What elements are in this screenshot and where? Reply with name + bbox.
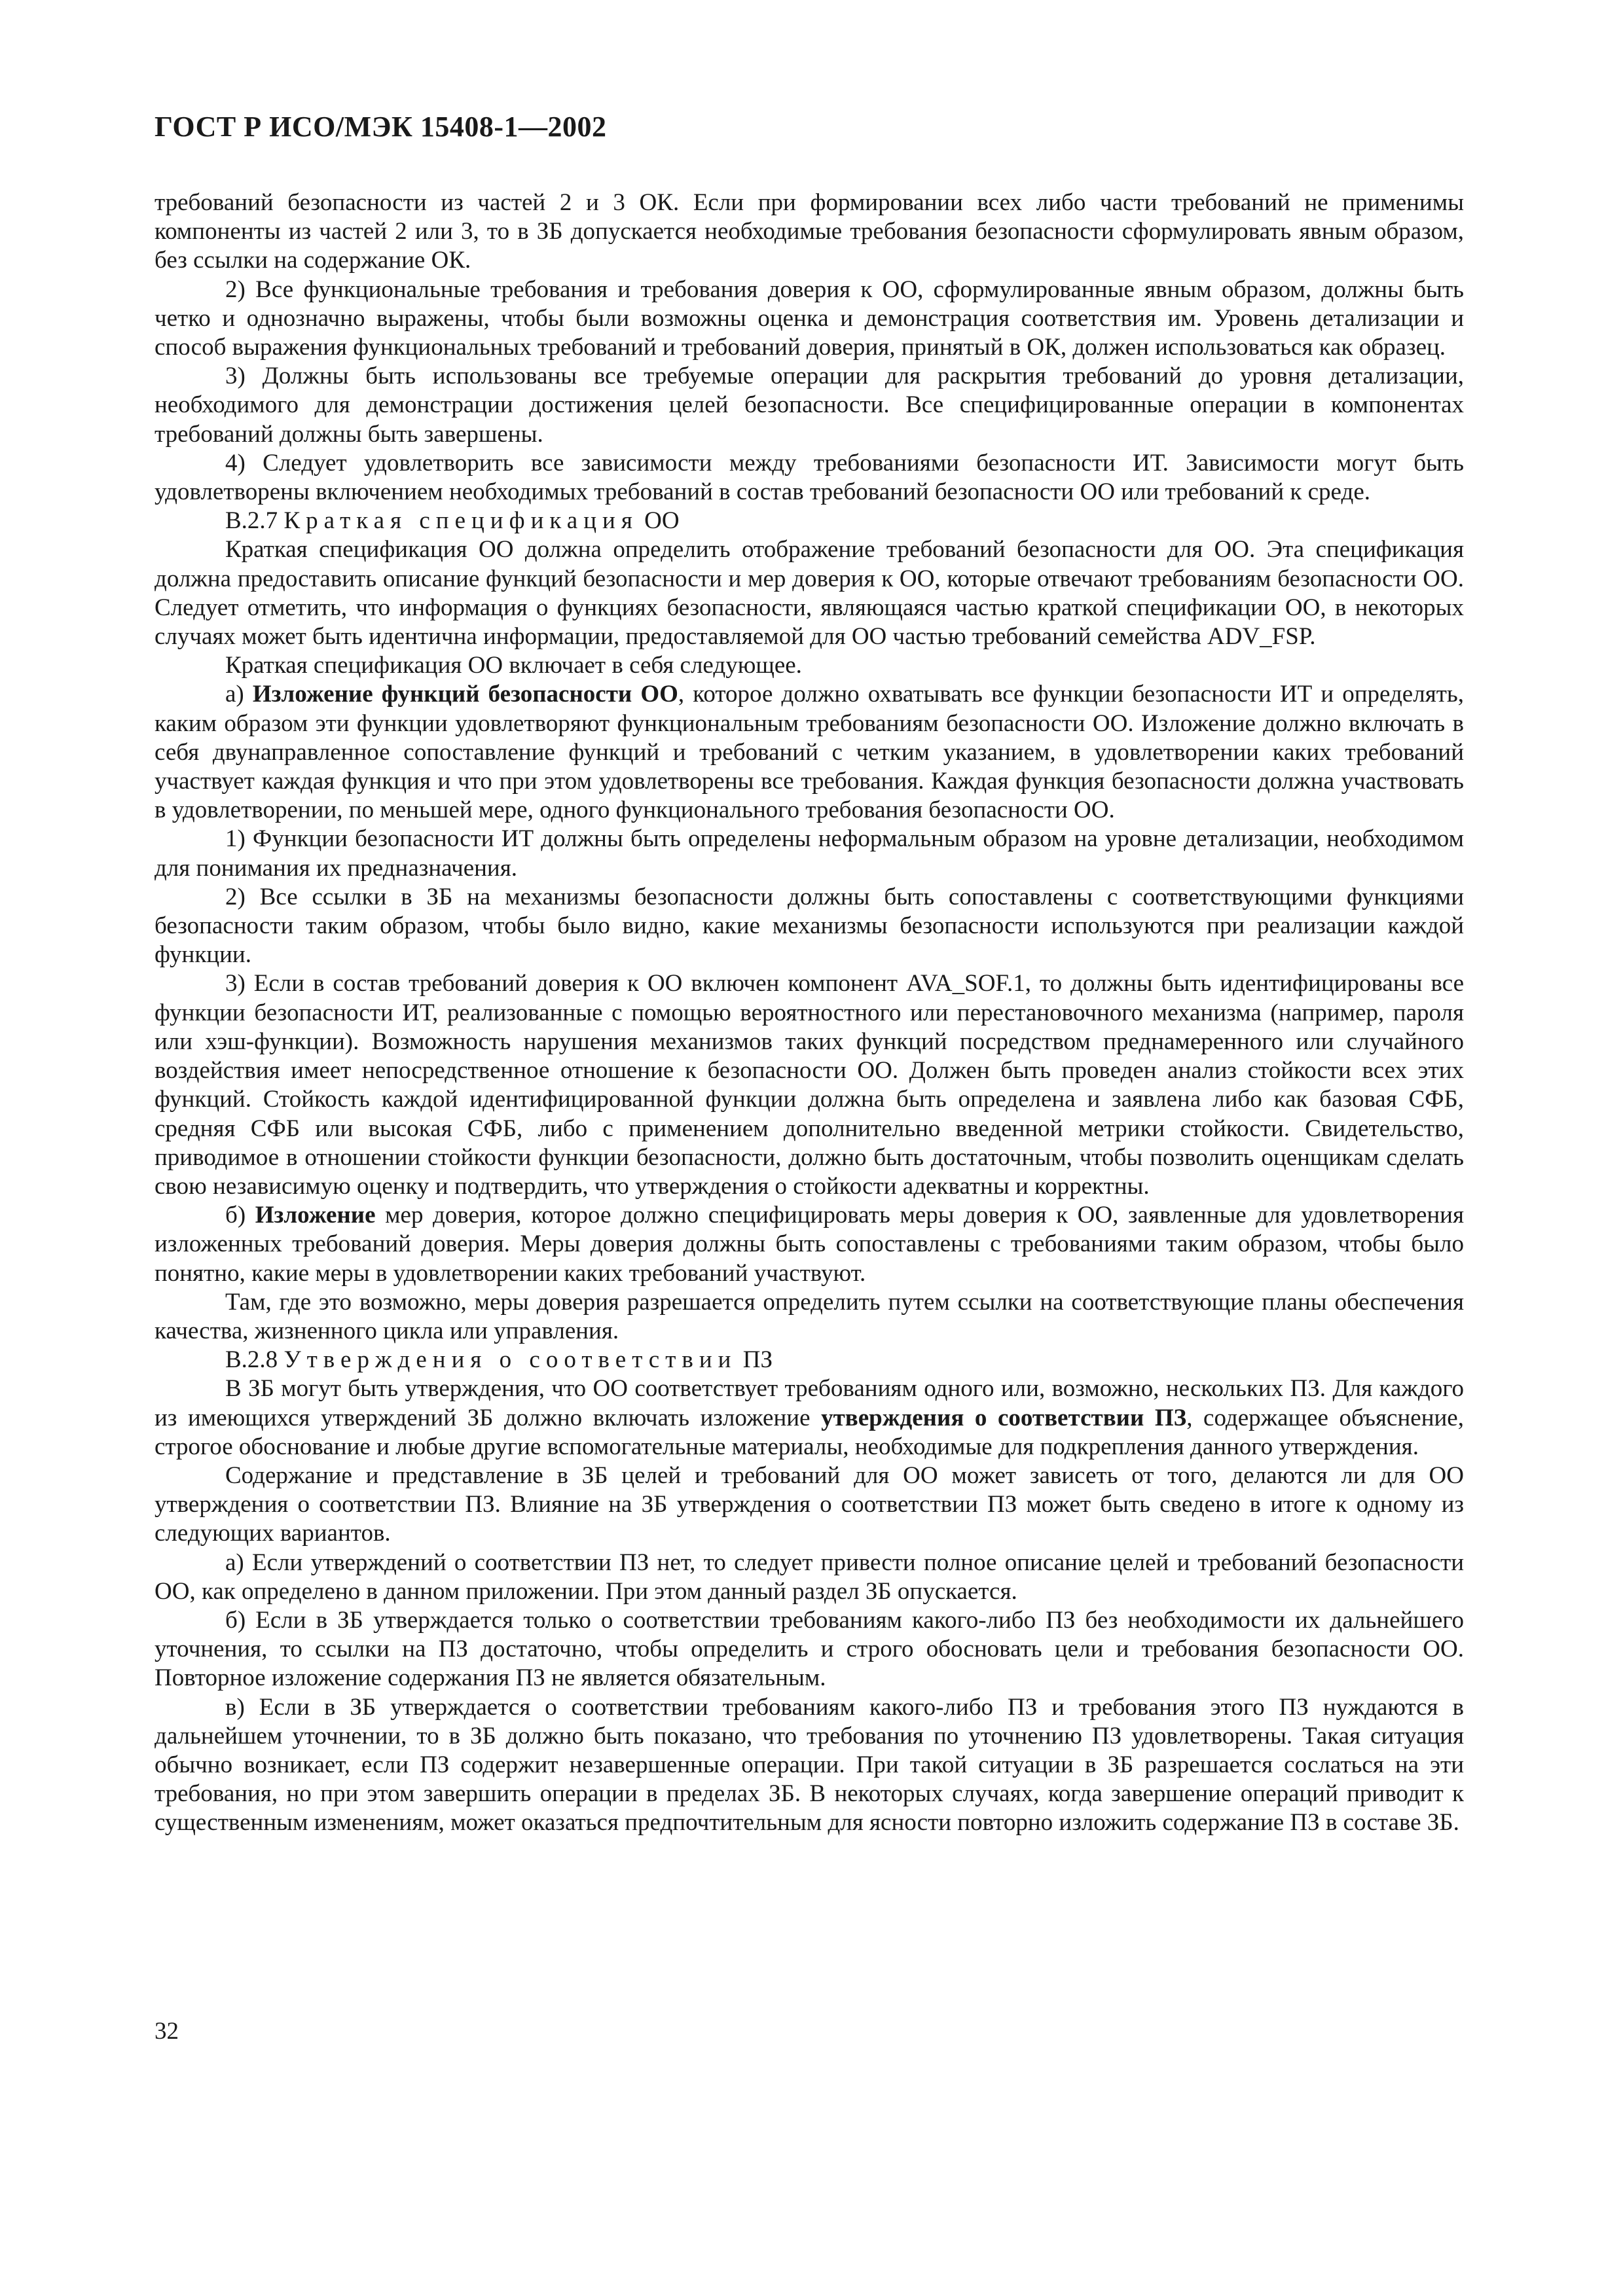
paragraph: 2) Все ссылки в ЗБ на механизмы безопасности должны быть сопоставлены с соответствующими функциями безопасности таким образом, чтобы было видно, какие механизмы безопасности используются при реализации каждой функции. [155, 883, 1464, 969]
paragraph-text: , которое должно охватывать все функции безопасности ИТ и определять, каким образом эти функции удовлетворяют функциональным требованиям безопасности ОО. Изложение должно включать в себя двунаправленное сопоставление функций и требований с четким указанием, в удовлетворении каких требований участвует каждая функция и что при этом удовлетворены все требования. Каждая функция безопасности должна участвовать в удовлетворении, по меньшей мере, одного функционального требования безопасности ОО. [155, 681, 1465, 824]
bold-term: Изложение [255, 1202, 376, 1229]
paragraph: а) Если утверждений о соответствии ПЗ нет, то следует привести полное описание целей и требований безопасности ОО, как определено в данном приложении. При этом данный раздел ЗБ опускается. [155, 1549, 1464, 1605]
paragraph: Содержание и представление в ЗБ целей и требований для ОО может зависеть от того, делаются ли для ОО утверждения о соответствии ПЗ. Влияние на ЗБ утверждения о соответствии ПЗ может быть сведено в итоге к одному из следующих вариантов. [155, 1462, 1464, 1547]
section-heading-b28 [155, 1346, 1464, 1374]
paragraph: б) Если в ЗБ утверждается только о соответствии требованиям какого-либо ПЗ без необходимости их дальнейшего уточнения, то ссылки на ПЗ достаточно, чтобы определить и строго обосновать цели и требования безопасности ОО. Повторное изложение содержания ПЗ не является обязательным. [155, 1606, 1464, 1692]
paragraph: 4) Следует удовлетворить все зависимости между требованиями безопасности ИТ. Зависимости могут быть удовлетворены включением необходимых требований в состав требований безопасности ОО или требований к среде. [155, 449, 1464, 506]
section-title: Утверждения о соответствии [283, 1346, 737, 1374]
paragraph-text: В ЗБ могут быть утверждения, что ОО соответствует требованиям одного или, возможно, нескольких ПЗ. Для каждого из имеющихся утверждений ЗБ должно включать изложение [155, 1375, 1464, 1431]
paragraph: Краткая спецификация ОО должна определить отображение требований безопасности для ОО. Эта спецификация должна предоставить описание функций безопасности и мер доверия к ОО, которые отвечают требованиям безопасности ОО. Следует отметить, что информация о функциях безопасности, являющаяся частью краткой спецификации ОО, в некоторых случаях может быть идентична информации, предоставляемой для ОО частью требований семейства ADV_FSP. [155, 536, 1464, 651]
section-number: В.2.7 [225, 507, 278, 535]
paragraph: требований безопасности из частей 2 и 3 ОК. Если при формировании всех либо части требований не применимы компоненты из частей 2 или 3, то в ЗБ допускается необходимые требования безопасности сформулировать явным образом, без ссылки на содержание ОК. [155, 189, 1464, 274]
standard-title: ГОСТ Р ИСО/МЭК 15408-1—2002 [155, 111, 607, 143]
list-marker: б) [225, 1202, 255, 1229]
section-title-tail: ОО [644, 507, 680, 535]
paragraph [155, 680, 1464, 825]
paragraph: Там, где это возможно, меры доверия разрешается определить путем ссылки на соответствующие планы обеспечения качества, жизненного цикла или управления. [155, 1288, 1464, 1344]
page-number: 32 [155, 2018, 179, 2045]
paragraph-text: , содержащее объяснение, строгое обоснование и любые другие вспомогательные материалы, необходимые для подкрепления данного утверждения. [155, 1404, 1464, 1460]
bold-term: Изложение функций безопасности ОО [252, 681, 678, 708]
section-heading-b27 [155, 507, 1464, 535]
bold-term: утверждения о соответствии ПЗ [821, 1404, 1187, 1431]
paragraph [155, 1374, 1464, 1462]
paragraph-text: мер доверия, которое должно специфицировать меры доверия к ОО, заявленные для удовлетворения изложенных требований доверия. Меры доверия должны быть сопоставлены с требованиями таким образом, чтобы было понятно, какие меры в удовлетворении каких требований участвуют. [155, 1202, 1464, 1287]
paragraph [155, 1201, 1464, 1288]
paragraph: 3) Если в состав требований доверия к ОО включен компонент AVA_SOF.1, то должны быть идентифицированы все функции безопасности ИТ, реализованные с помощью вероятностного или перестановочного механизма (например, пароля или хэш-функции). Возможность нарушения механизмов таких функций посредством преднамеренного или случайного воздействия имеет непосредственное отношение к безопасности ОО. Должен быть проведен анализ стойкости всех этих функций. Стойкость каждой идентифицированной функции должна быть определена и заявлена либо как базовая СФБ, средняя СФБ или высокая СФБ, либо с применением дополнительно введенной метрики стойкости. Свидетельство, приводимое в отношении стойкости функции безопасности, должно быть достаточным, чтобы позволить оценщикам сделать свою независимую оценку и подтвердить, что утверждения о стойкости адекватны и корректны. [155, 970, 1464, 1200]
paragraph: в) Если в ЗБ утверждается о соответствии требованиям какого-либо ПЗ и требования этого ПЗ нуждаются в дальнейшем уточнении, то в ЗБ должно быть показано, что требования по уточнению ПЗ удовлетворены. Такая ситуация обычно возникает, если ПЗ содержит незавершенные операции. При такой ситуации в ЗБ разрешается сослаться на эти требования, но при этом завершить операции в пределах ЗБ. В некоторых случаях, когда завершение операций приводит к существенным изменениям, может оказаться предпочтительным для ясности повторно изложить содержание ПЗ в составе ЗБ. [155, 1693, 1464, 1837]
section-number: В.2.8 [225, 1346, 278, 1374]
list-marker: а) [225, 681, 253, 708]
section-title: Краткая спецификация [283, 507, 638, 535]
paragraph: 2) Все функциональные требования и требования доверия к ОО, сформулированные явным образом, должны быть четко и однозначно выражены, чтобы были возможны оценка и демонстрация соответствия им. Уровень детализации и способ выражения функциональных требований и требований доверия, принятый в ОК, должен использоваться как образец. [155, 276, 1464, 361]
paragraph: Краткая спецификация ОО включает в себя следующее. [225, 652, 802, 679]
document-body [155, 188, 1464, 1838]
section-title-tail: ПЗ [742, 1346, 773, 1374]
paragraph: 1) Функции безопасности ИТ должны быть определены неформальным образом на уровне детализации, необходимом для понимания их предназначения. [155, 825, 1464, 882]
paragraph: 3) Должны быть использованы все требуемые операции для раскрытия требований до уровня детализации, необходимого для демонстрации достижения целей безопасности. Все специфицированные операции в компонентах требований должны быть завершены. [155, 363, 1464, 448]
